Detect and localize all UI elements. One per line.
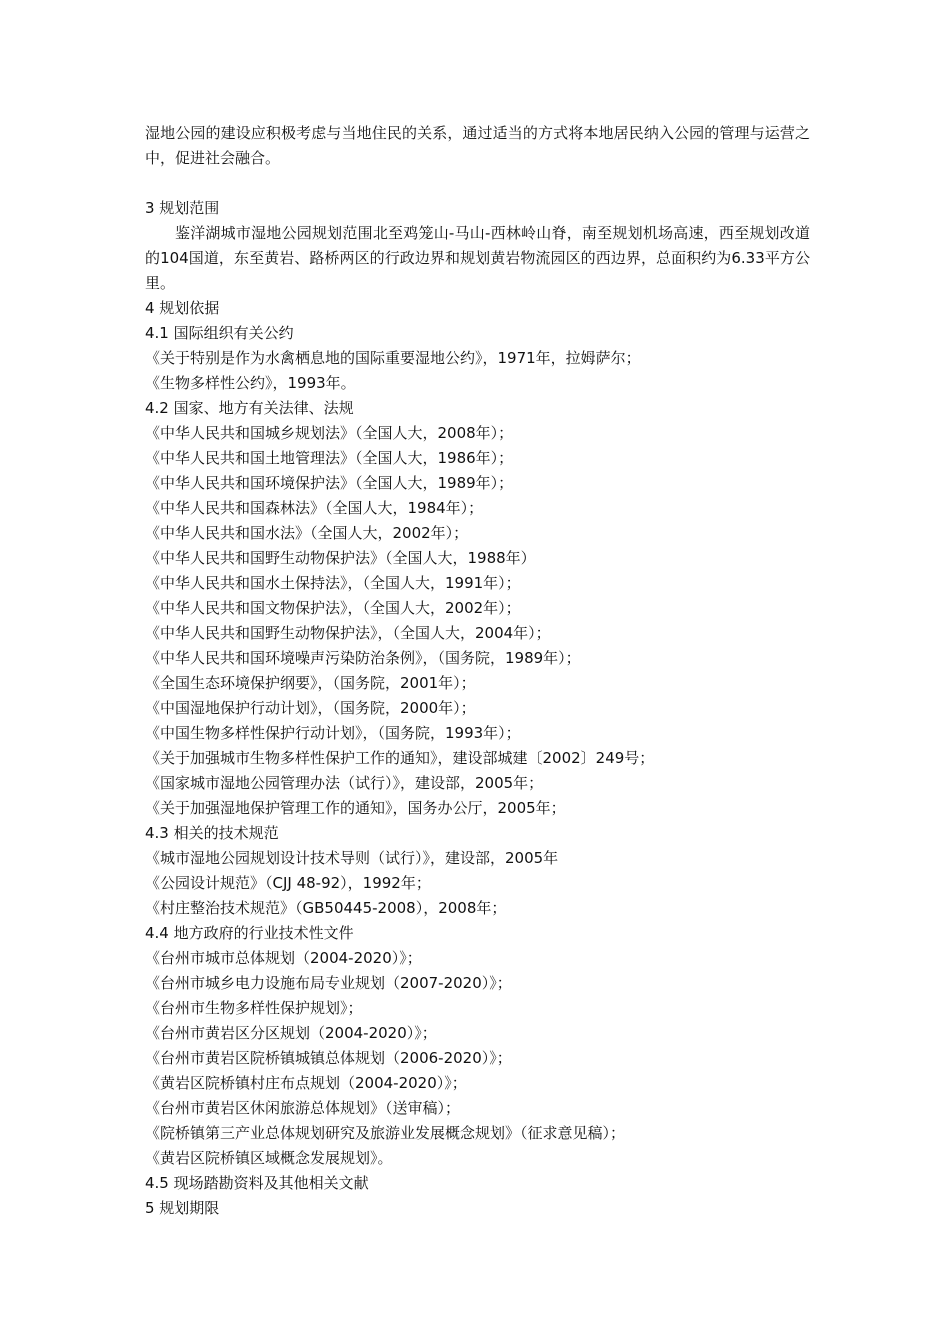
section-3-heading: 3 规划范围	[145, 199, 220, 217]
list-item: 《台州市黄岩区院桥镇城镇总体规划（2006-2020）》；	[145, 1049, 512, 1067]
section-3-paragraph: 鉴洋湖城市湿地公园规划范围北至鸡笼山-马山-西林岭山脊，南至规划机场高速，西至规划改道的104国道，东至黄岩、路桥两区的行政边界和规划黄岩物流园区的西边界，总面积约为6.33平方公里。	[145, 224, 810, 292]
spacer	[145, 171, 810, 196]
list-item: 《中华人民共和国环境噪声污染防治条例》，（国务院，1989年）；	[145, 649, 581, 667]
section-4-4-heading: 4.4 地方政府的行业技术性文件	[145, 924, 354, 942]
list-item: 《村庄整治技术规范》（GB50445-2008），2008年；	[145, 899, 507, 917]
list-item: 《中华人民共和国环境保护法》（全国人大，1989年）；	[145, 474, 514, 492]
list-item: 《公园设计规范》（CJJ 48-92），1992年；	[145, 874, 431, 892]
list-item: 《中华人民共和国文物保护法》，（全国人大，2002年）；	[145, 599, 521, 617]
list-item: 《台州市黄岩区分区规划（2004-2020）》；	[145, 1024, 437, 1042]
list-item: 《关于加强城市生物多样性保护工作的通知》，建设部城建〔2002〕249号；	[145, 749, 655, 767]
list-item: 《中国湿地保护行动计划》，（国务院，2000年）；	[145, 699, 476, 717]
list-item: 《中华人民共和国野生动物保护法》，（全国人大，2004年）；	[145, 624, 551, 642]
list-item: 《台州市生物多样性保护规划》；	[145, 999, 363, 1017]
list-item: 《中华人民共和国水土保持法》，（全国人大，1991年）；	[145, 574, 521, 592]
list-item: 《中华人民共和国野生动物保护法》（全国人大，1988年）	[145, 549, 536, 567]
list-item: 《中华人民共和国森林法》（全国人大，1984年）；	[145, 499, 484, 517]
list-item: 《中华人民共和国水法》（全国人大，2002年）；	[145, 524, 469, 542]
section-4-1-heading: 4.1 国际组织有关公约	[145, 324, 294, 342]
section-4-5-heading: 4.5 现场踏勘资料及其他相关文献	[145, 1174, 369, 1192]
list-item: 《中华人民共和国土地管理法》（全国人大，1986年）；	[145, 449, 514, 467]
list-item: 《关于特别是作为水禽栖息地的国际重要湿地公约》，1971年，拉姆萨尔；	[145, 349, 641, 367]
section-4-3-heading: 4.3 相关的技术规范	[145, 824, 279, 842]
list-item: 《城市湿地公园规划设计技术导则（试行）》，建设部，2005年	[145, 849, 559, 867]
list-item: 《台州市城乡电力设施布局专业规划（2007-2020）》；	[145, 974, 512, 992]
list-item: 《黄岩区院桥镇村庄布点规划（2004-2020）》；	[145, 1074, 467, 1092]
list-item: 《院桥镇第三产业总体规划研究及旅游业发展概念规划》（征求意见稿）；	[145, 1124, 626, 1142]
list-item: 《中华人民共和国城乡规划法》（全国人大，2008年）；	[145, 424, 514, 442]
list-item: 《国家城市湿地公园管理办法（试行）》，建设部，2005年；	[145, 774, 544, 792]
section-4-heading: 4 规划依据	[145, 299, 220, 317]
section-5-heading: 5 规划期限	[145, 1199, 220, 1217]
section-4-2-heading: 4.2 国家、地方有关法律、法规	[145, 399, 354, 417]
list-item: 《关于加强湿地保护管理工作的通知》，国务办公厅，2005年；	[145, 799, 566, 817]
list-item: 《生物多样性公约》，1993年。	[145, 374, 356, 392]
list-item: 《台州市黄岩区休闲旅游总体规划》（送审稿）；	[145, 1099, 461, 1117]
list-item: 《全国生态环境保护纲要》，（国务院，2001年）；	[145, 674, 476, 692]
list-item: 《黄岩区院桥镇区域概念发展规划》。	[145, 1149, 393, 1167]
intro-paragraph: 湿地公园的建设应积极考虑与当地住民的关系，通过适当的方式将本地居民纳入公园的管理与运营之中，促进社会融合。	[145, 124, 810, 167]
list-item: 《台州市城市总体规划（2004-2020）》；	[145, 949, 422, 967]
list-item: 《中国生物多样性保护行动计划》，（国务院，1993年）；	[145, 724, 521, 742]
